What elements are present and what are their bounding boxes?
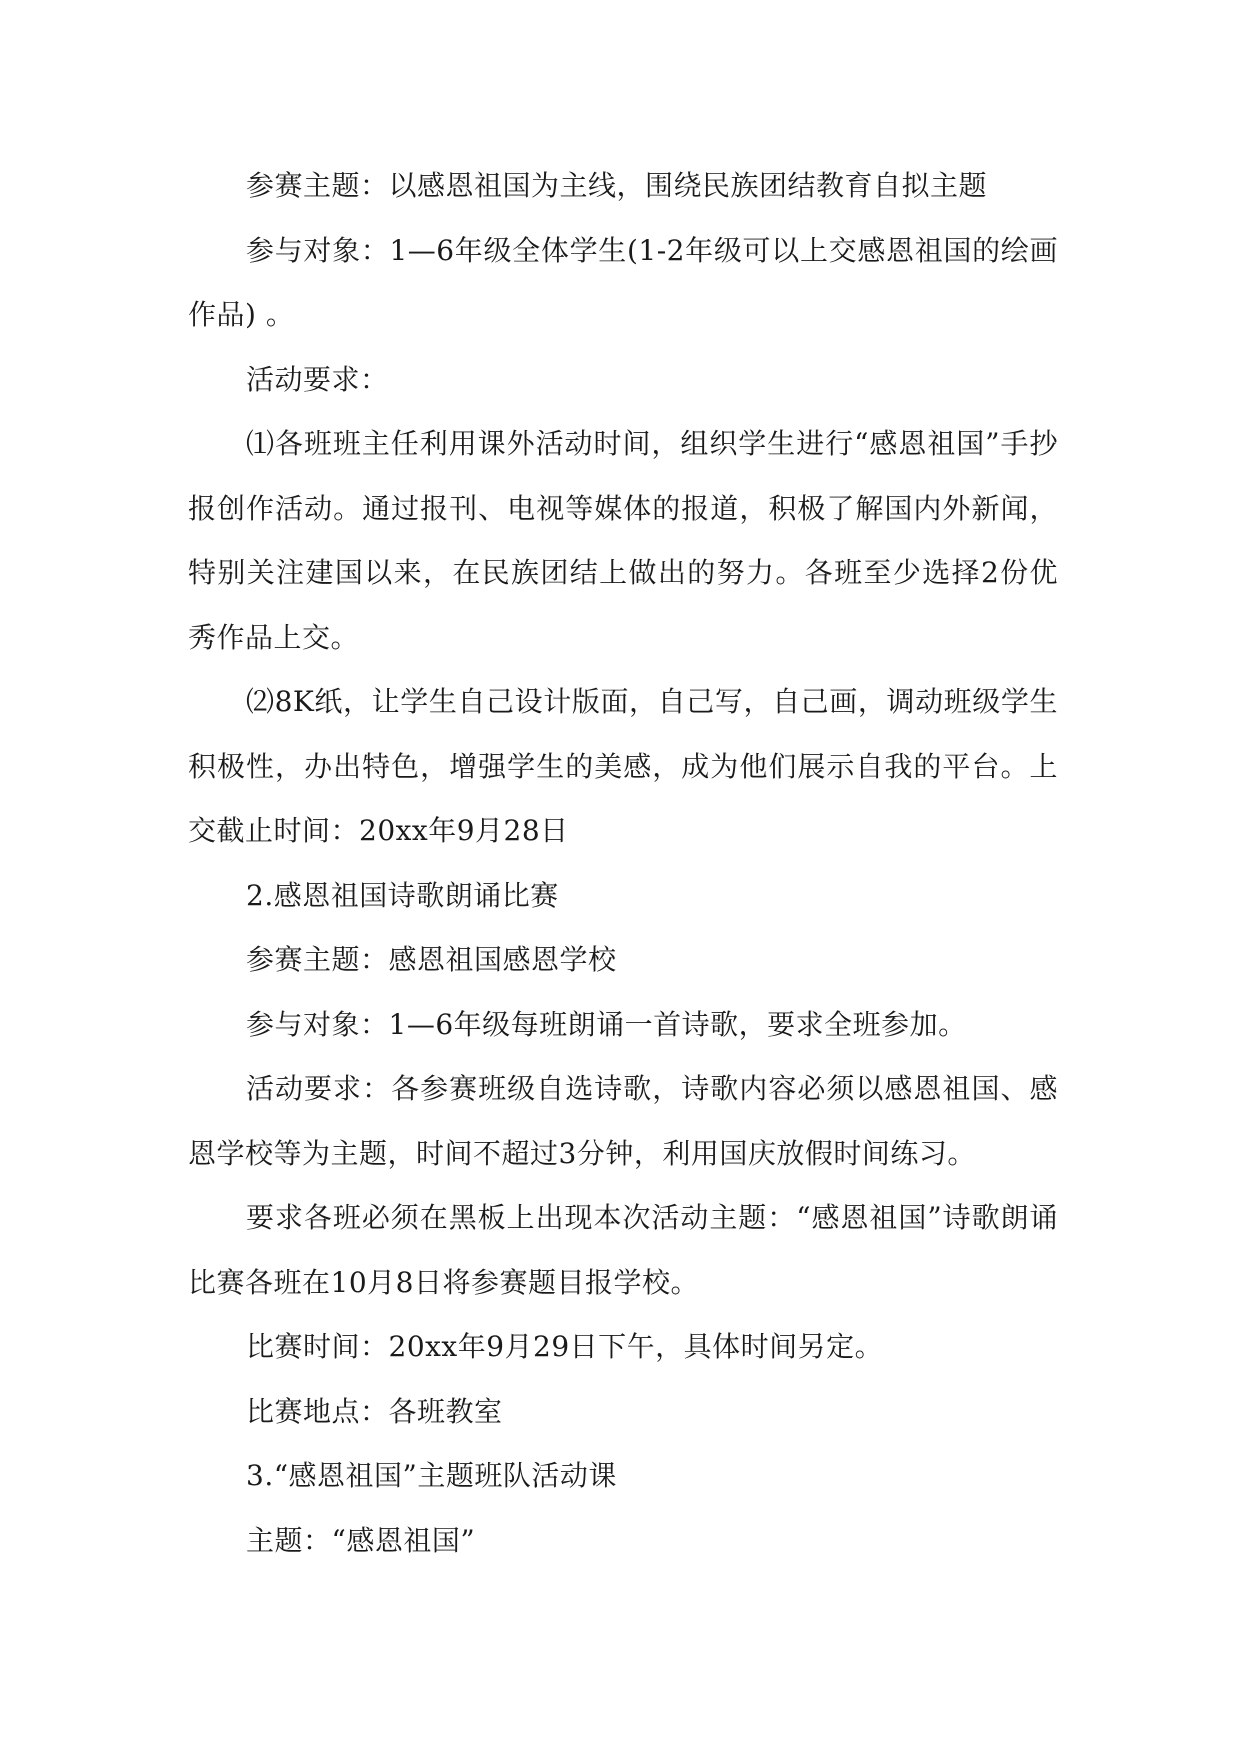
paragraph-poetry-participants: 参与对象：1—6年级每班朗诵一首诗歌，要求全班参加。 [246,1007,967,1041]
paragraph-contest-time: 比赛时间：20xx年9月29日下午，具体时间另定。 [246,1330,884,1363]
section-heading-class-activity: 3.“感恩祖国”主题班队活动课 [246,1459,617,1492]
paragraph-requirement-1: ⑴各班班主任利用课外活动时间，组织学生进行“感恩祖国”手抄报创作活动。通过报刊、电视等媒体的报道，积极了解国内外新闻，特别关注建国以来，在民族团结上做出的努力。各班至少选择2份优秀作品上交。 [188,427,1058,654]
paragraph-contest-location: 比赛地点：各班教室 [246,1394,503,1428]
paragraph-blackboard-requirement: 要求各班必须在黑板上出现本次活动主题：“感恩祖国”诗歌朗诵比赛各班在10月8日将参赛题目报学校。 [188,1201,1058,1299]
section-heading-poetry-contest: 2.感恩祖国诗歌朗诵比赛 [246,878,559,912]
paragraph-poetry-theme: 参赛主题：感恩祖国感恩学校 [246,943,617,976]
paragraph-participants: 参与对象：1—6年级全体学生(1-2年级可以上交感恩祖国的绘画作品) 。 [188,233,1058,331]
paragraph-requirement-2: ⑵8K纸，让学生自己设计版面，自己写，自己画，调动班级学生积极性，办出特色，增强学生的美感，成为他们展示自我的平台。上交截止时间：20xx年9月28日 [188,685,1058,847]
document-body [188,154,1058,1573]
paragraph-poetry-requirements: 活动要求：各参赛班级自选诗歌，诗歌内容必须以感恩祖国、感恩学校等为主题，时间不超过3分钟，利用国庆放假时间练习。 [188,1072,1058,1170]
paragraph-theme: 参赛主题：以感恩祖国为主线，围绕民族团结教育自拟主题 [246,169,988,202]
paragraph-requirements-heading: 活动要求： [246,362,389,396]
paragraph-class-activity-theme: 主题：“感恩祖国” [246,1523,476,1557]
